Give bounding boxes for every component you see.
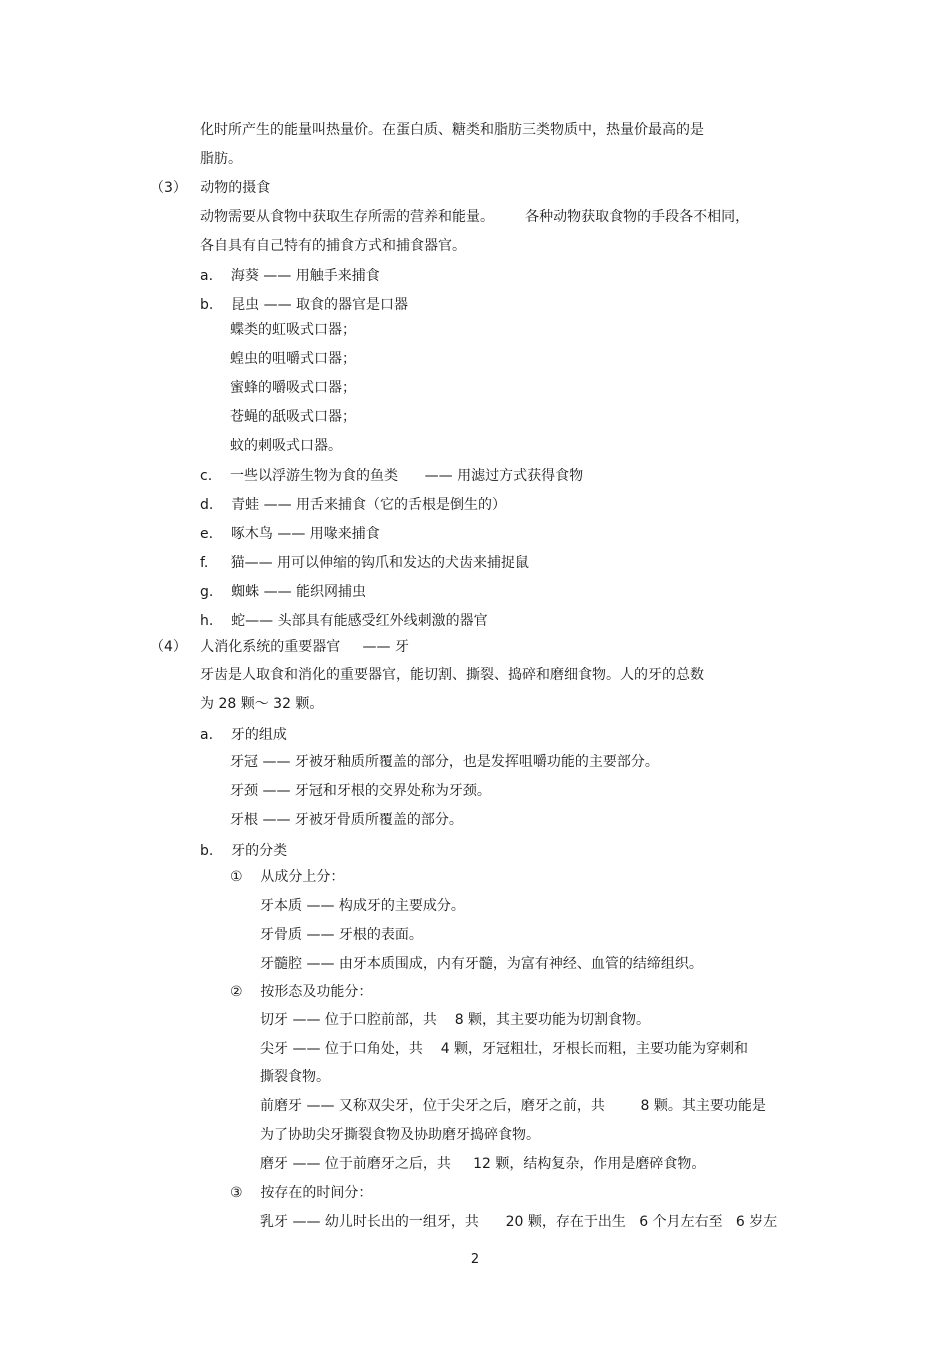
list-item: ① 从成分上分： [230, 869, 345, 885]
text-line: 牙本质 —— 构成牙的主要成分。 [260, 898, 465, 914]
text-line: 尖牙 —— 位于口角处，共 4 颗，牙冠粗壮，牙根长而粗，主要功能为穿刺和 [260, 1041, 749, 1057]
text-line: 撕裂食物。 [260, 1069, 330, 1085]
section-heading: （4） 人消化系统的重要器官 —— 牙 [150, 639, 409, 655]
text-line: 苍蝇的舐吸式口器； [230, 409, 356, 425]
list-item: f. 猫—— 用可以伸缩的钩爪和发达的犬齿来捕捉鼠 [200, 555, 530, 571]
list-item: c. 一些以浮游生物为食的鱼类 —— 用滤过方式获得食物 [200, 468, 584, 484]
list-item: ② 按形态及功能分： [230, 984, 373, 1000]
text-line: 牙冠 —— 牙被牙釉质所覆盖的部分，也是发挥咀嚼功能的主要部分。 [230, 754, 659, 770]
text-line: 动物需要从食物中获取生存所需的营养和能量。 各种动物获取食物的手段各不相同， [200, 209, 750, 225]
text-line: 切牙 —— 位于口腔前部，共 8 颗，其主要功能为切割食物。 [260, 1012, 651, 1028]
text-line: 磨牙 —— 位于前磨牙之后，共 12 颗，结构复杂，作用是磨碎食物。 [260, 1156, 706, 1172]
text-line: 牙颈 —— 牙冠和牙根的交界处称为牙颈。 [230, 783, 491, 799]
list-item: ③ 按存在的时间分： [230, 1185, 373, 1201]
list-item: h. 蛇—— 头部具有能感受红外线刺激的器官 [200, 613, 488, 629]
text-line: 前磨牙 —— 又称双尖牙，位于尖牙之后，磨牙之前，共 8 颗。其主要功能是 [260, 1098, 766, 1114]
text-line: 蝶类的虹吸式口器； [230, 322, 356, 338]
text-line: 牙髓腔 —— 由牙本质围成，内有牙髓，为富有神经、血管的结缔组织。 [260, 956, 703, 972]
text-line: 蜜蜂的嚼吸式口器； [230, 380, 356, 396]
text-line: 化时所产生的能量叫热量价。在蛋白质、糖类和脂肪三类物质中，热量价最高的是 [200, 122, 704, 138]
list-item: d. 青蛙 —— 用舌来捕食（它的舌根是倒生的） [200, 497, 507, 513]
text-line: 蝗虫的咀嚼式口器； [230, 351, 356, 367]
text-line: 牙齿是人取食和消化的重要器官，能切割、撕裂、捣碎和磨细食物。人的牙的总数 [200, 667, 704, 683]
list-item: b. 昆虫 —— 取食的器官是口器 [200, 297, 409, 313]
list-item: e. 啄木鸟 —— 用喙来捕食 [200, 526, 380, 542]
text-line: 蚊的刺吸式口器。 [230, 438, 342, 454]
page-number: 2 [470, 1252, 480, 1267]
text-line: 为 28 颗～ 32 颗。 [200, 696, 324, 712]
text-line: 牙根 —— 牙被牙骨质所覆盖的部分。 [230, 812, 463, 828]
list-item: g. 蜘蛛 —— 能织网捕虫 [200, 584, 367, 600]
text-line: 牙骨质 —— 牙根的表面。 [260, 927, 423, 943]
list-item: a. 海葵 —— 用触手来捕食 [200, 268, 380, 284]
text-line: 脂肪。 [200, 151, 242, 167]
text-line: 各自具有自己特有的捕食方式和捕食器官。 [200, 238, 466, 254]
text-line: 为了协助尖牙撕裂食物及协助磨牙捣碎食物。 [260, 1127, 540, 1143]
list-item: b. 牙的分类 [200, 843, 288, 859]
list-item: a. 牙的组成 [200, 727, 287, 743]
text-line: 乳牙 —— 幼儿时长出的一组牙，共 20 颗，存在于出生 6 个月左右至 6 岁左 [260, 1214, 778, 1230]
section-heading: （3） 动物的摄食 [150, 180, 271, 196]
